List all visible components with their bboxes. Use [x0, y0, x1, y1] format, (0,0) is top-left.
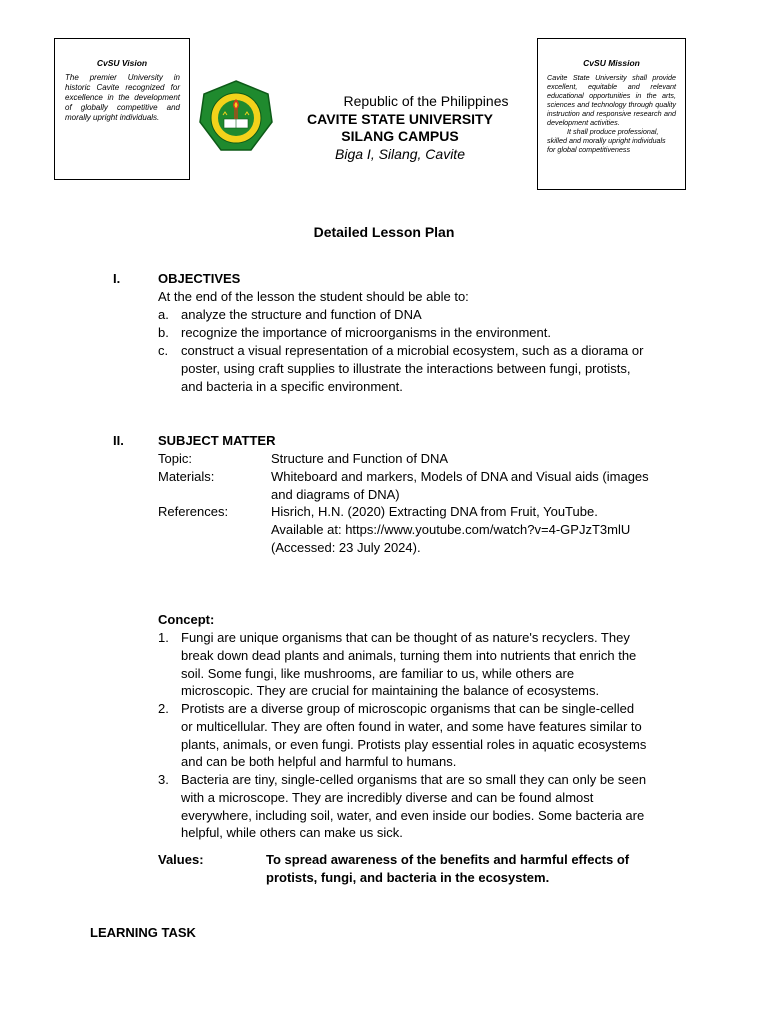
concept-line: Fungi are unique organisms that can be thought of as nature's recyclers. They [181, 630, 630, 645]
topic-label: Topic: [158, 451, 192, 466]
materials-value [271, 468, 691, 504]
cvsu-seal-icon [199, 79, 273, 156]
vision-box [54, 38, 190, 180]
topic-value: Structure and Function of DNA [271, 451, 449, 466]
concept-line: with a microscope. They are incredibly diverse and can be found almost [181, 789, 594, 805]
mission-text-2: It shall produce professional, skilled and morally upright individuals for global competitiveness [547, 127, 666, 154]
values-line: To spread awareness of the benefits and harmful effects of [266, 852, 630, 867]
concept-line: soil. Some fungi, like mushrooms, are familiar to us, while others are [181, 665, 575, 681]
values-line: protists, fungi, and bacteria in the ecosystem. [266, 869, 550, 885]
concept-line: break down dead plants and animals, turning them into nutrients that enrich the [181, 647, 637, 663]
concept-line: plants, animals, or even fungi. Protists play essential roles in aquatic ecosystems [181, 736, 647, 752]
concept-line: Bacteria are tiny, single-celled organisms that are so small they can only be seen [181, 772, 647, 787]
concept-marker: 1. [158, 630, 169, 645]
objective-marker: a. [158, 307, 169, 322]
university-name: CAVITE STATE UNIVERSITY [307, 111, 493, 127]
objective-marker: c. [158, 343, 169, 358]
mission-text: Cavite State University shall provide excellent, equitable and relevant educational opportunities in the arts, sciences and technology through quality instruction and responsive research and development activities. [547, 73, 676, 127]
references-value [271, 503, 691, 556]
objectives-heading: OBJECTIVES [158, 271, 241, 286]
objective-marker: b. [158, 325, 169, 340]
objective-line: analyze the structure and function of DNA [181, 307, 422, 322]
values-text [266, 851, 686, 887]
references-line: (Accessed: 23 July 2024). [271, 539, 421, 555]
objective-line: construct a visual representation of a microbial ecosystem, such as a diorama or [181, 343, 644, 358]
concept-heading: Concept: [158, 612, 215, 627]
objective-line: poster, using craft supplies to illustrate the interactions between fungi, protists, [181, 360, 631, 376]
subject-numeral: II. [113, 433, 124, 448]
objective-line: recognize the importance of microorganisms in the environment. [181, 325, 551, 340]
concept-line: Protists are a diverse group of microscopic organisms that can be single-celled [181, 701, 635, 716]
subject-heading: SUBJECT MATTER [158, 433, 276, 448]
materials-line: and diagrams of DNA) [271, 486, 400, 502]
references-line: Available at: https://www.youtube.com/watch?v=4-GPJzT3mlU [271, 521, 631, 537]
values-label: Values: [158, 852, 204, 867]
vision-title: CvSU Vision [96, 58, 148, 68]
concept-line: everywhere, including soil, water, and even inside our bodies. Some bacteria are [181, 807, 645, 823]
materials-label: Materials: [158, 469, 215, 484]
materials-line: Whiteboard and markers, Models of DNA and Visual aids (images [271, 469, 649, 484]
concept-line: microscopic. They are crucial for maintaining the balance of ecosystems. [181, 683, 600, 699]
references-line: Hisrich, H.N. (2020) Extracting DNA from Fruit, YouTube. [271, 504, 598, 519]
objectives-intro: At the end of the lesson the student should be able to: [158, 289, 469, 304]
references-label: References: [158, 504, 229, 519]
republic-line: Republic of the Philippines [343, 93, 509, 109]
concept-line: or multicellular. They are often found in water, and some have features similar to [181, 718, 642, 734]
campus-address: Biga I, Silang, Cavite [335, 146, 465, 162]
campus-name: SILANG CAMPUS [341, 128, 459, 144]
mission-box [537, 38, 686, 190]
concept-marker: 2. [158, 701, 169, 716]
concept-line: helpful, while others can make us sick. [181, 825, 403, 841]
learning-task-heading: LEARNING TASK [90, 925, 196, 940]
vision-text: The premier University in historic Cavite recognized for excellence in the development of globally competitive and morally upright individuals. [65, 73, 180, 122]
concept-marker: 3. [158, 772, 169, 787]
objectives-numeral: I. [113, 271, 121, 286]
concept-line: and can be both helpful and harmful to humans. [181, 754, 457, 770]
mission-title: CvSU Mission [583, 58, 640, 68]
page-title: Detailed Lesson Plan [313, 224, 455, 240]
objective-line: and bacteria in a specific environment. [181, 378, 403, 394]
